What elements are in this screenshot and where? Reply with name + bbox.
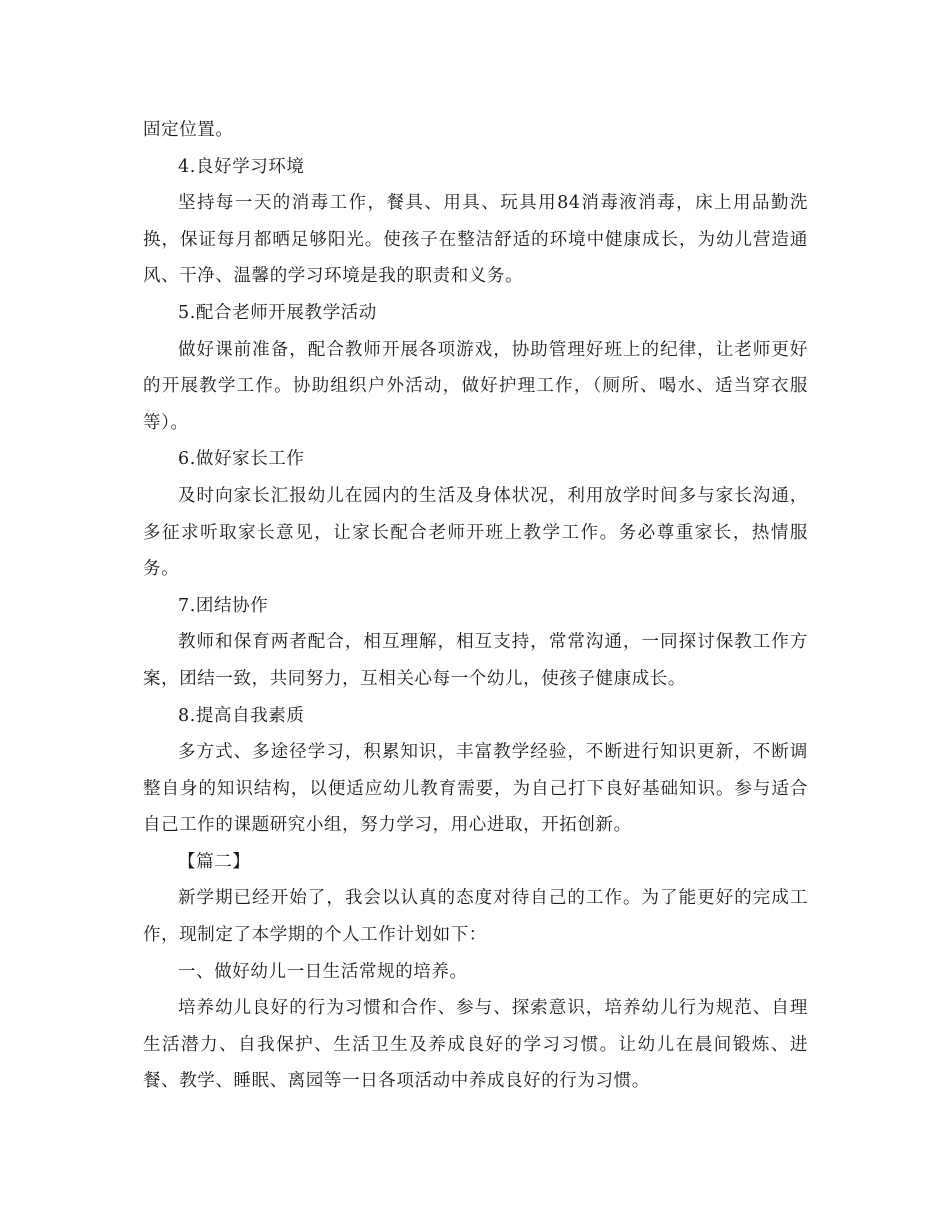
paragraph-teamwork: 教师和保育两者配合，相互理解，相互支持，常常沟通，一同探讨保教工作方案，团结一致，共同努力，互相关心每一个幼儿，使孩子健康成长。 xyxy=(143,632,808,689)
paragraph-study: 多方式、多途径学习，积累知识，丰富教学经验，不断进行知识更新，不断调整自身的知识结构，以便适应幼儿教育需要，为自己打下良好基础知识。参与适合自己工作的课题研究小组，努力学习，用心进取，开拓创新。 xyxy=(143,742,808,836)
paragraph-disinfection: 坚持每一天的消毒工作，餐具、用具、玩具用84消毒液消毒，床上用品勤洗换，保证每月都晒足够阳光。使孩子在整洁舒适的环境中健康成长，为幼儿营造通风、干净、温馨的学习环境是我的职责和义务。 xyxy=(143,193,808,287)
heading-5-teaching-activities: 5.配合老师开展教学活动 xyxy=(178,302,377,323)
paragraph-continuation: 固定位置。 xyxy=(143,120,234,140)
heading-8-self-improvement: 8.提高自我素质 xyxy=(178,705,305,726)
section-heading-part-two: 【篇二】 xyxy=(178,851,251,872)
heading-6-parent-work: 6.做好家长工作 xyxy=(178,449,305,470)
heading-7-cooperation: 7.团结协作 xyxy=(178,595,269,616)
heading-daily-routine: 一、做好幼儿一日生活常规的培养。 xyxy=(178,961,468,982)
paragraph-new-semester: 新学期已经开始了，我会以认真的态度对待自己的工作。为了能更好的完成工作，现制定了本学期的个人工作计划如下： xyxy=(143,888,808,946)
paragraph-habits: 培养幼儿良好的行为习惯和合作、参与、探索意识，培养幼儿行为规范、自理生活潜力、自我保护、生活卫生及养成良好的学习习惯。让幼儿在晨间锻炼、进餐、教学、睡眠、离园等一日各项活动中养成良好的行为习惯。 xyxy=(143,998,808,1092)
paragraph-class-prep: 做好课前准备，配合教师开展各项游戏，协助管理好班上的纪律，让老师更好的开展教学工作。协助组织户外活动，做好护理工作，（厕所、喝水、适当穿衣服等）。 xyxy=(143,339,808,433)
document-body xyxy=(143,112,808,1100)
paragraph-parent-communication: 及时向家长汇报幼儿在园内的生活及身体状况，利用放学时间多与家长沟通，多征求听取家长意见，让家长配合老师开班上教学工作。务必尊重家长，热情服务。 xyxy=(143,485,808,580)
heading-4-learning-environment: 4.良好学习环境 xyxy=(178,156,305,177)
